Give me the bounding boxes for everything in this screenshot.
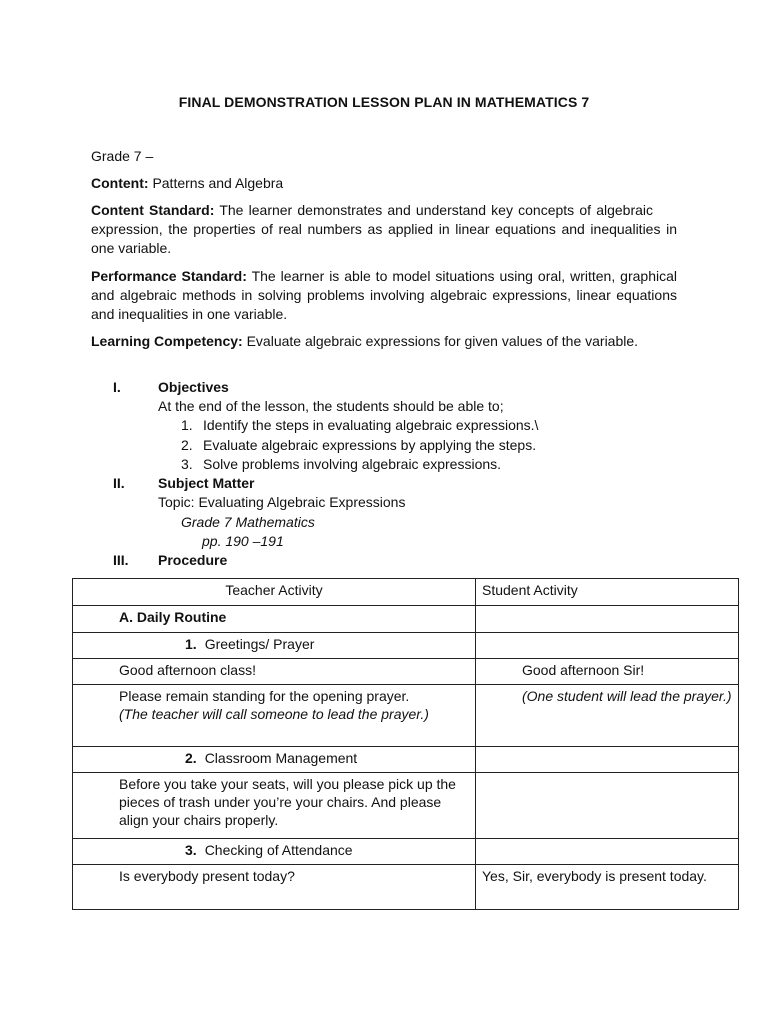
table-row bbox=[73, 747, 739, 773]
objectives-heading: Objectives bbox=[158, 379, 229, 395]
learning-competency-value: Evaluate algebraic expressions for given values of the variable. bbox=[246, 333, 639, 349]
objective-item: Evaluate algebraic expressions by applying the steps. bbox=[203, 437, 537, 453]
objective-item: Identify the steps in evaluating algebraic expressions.\ bbox=[203, 417, 539, 433]
classroom-management-number: 2. bbox=[185, 750, 197, 766]
teacher-activity-header: Teacher Activity bbox=[73, 579, 476, 606]
classroom-management-label: Classroom Management bbox=[204, 750, 358, 766]
attendance-cell bbox=[73, 839, 476, 865]
teacher-greeting: Good afternoon class! bbox=[73, 659, 476, 685]
student-greeting: Good afternoon Sir! bbox=[476, 659, 739, 685]
table-row bbox=[73, 606, 739, 633]
teacher-prayer: Please remain standing for the opening prayer. bbox=[119, 688, 410, 704]
performance-standard bbox=[91, 267, 677, 324]
daily-routine-heading: A. Daily Routine bbox=[73, 606, 476, 633]
table-row bbox=[73, 633, 739, 659]
greetings-cell bbox=[73, 633, 476, 659]
objective-number: 3. bbox=[181, 456, 193, 472]
objective-number: 2. bbox=[181, 437, 193, 453]
learning-competency bbox=[91, 332, 677, 351]
greetings-number: 1. bbox=[185, 636, 197, 652]
procedure-numeral: III. bbox=[113, 552, 129, 568]
teacher-attendance-question: Is everybody present today? bbox=[73, 865, 476, 910]
grade-line: Grade 7 – bbox=[91, 148, 154, 164]
objectives-intro: At the end of the lesson, the students should be able to; bbox=[158, 398, 504, 414]
content-standard-value-2: expression, the properties of real numbers as applied in linear equations and inequalities in one variable. bbox=[91, 221, 677, 256]
content-value: Patterns and Algebra bbox=[152, 175, 284, 191]
procedure-table bbox=[72, 578, 739, 910]
table-row bbox=[73, 839, 739, 865]
objective-item: Solve problems involving algebraic expressions. bbox=[203, 456, 502, 472]
content-standard bbox=[91, 201, 677, 258]
student-prayer: (One student will lead the prayer.) bbox=[476, 685, 739, 747]
content-label: Content: bbox=[91, 175, 149, 191]
table-row bbox=[73, 685, 739, 747]
classroom-management-cell bbox=[73, 747, 476, 773]
teacher-prayer-cell bbox=[73, 685, 476, 747]
performance-standard-label: Performance Standard: bbox=[91, 268, 247, 284]
student-activity-header: Student Activity bbox=[476, 579, 739, 606]
attendance-label: Checking of Attendance bbox=[204, 842, 353, 858]
document-title: FINAL DEMONSTRATION LESSON PLAN IN MATHEMATICS 7 bbox=[178, 94, 590, 110]
objective-number: 1. bbox=[181, 417, 193, 433]
table-row bbox=[73, 865, 739, 910]
content-line bbox=[91, 174, 677, 193]
student-attendance-answer: Yes, Sir, everybody is present today. bbox=[476, 865, 739, 910]
objectives-numeral: I. bbox=[113, 379, 121, 395]
greetings-label: Greetings/ Prayer bbox=[204, 636, 315, 652]
content-standard-value-1: The learner demonstrates and understand key concepts of algebraic bbox=[219, 202, 654, 218]
learning-competency-label: Learning Competency: bbox=[91, 333, 243, 349]
table-row bbox=[73, 659, 739, 685]
content-standard-label: Content Standard: bbox=[91, 202, 215, 218]
table-row bbox=[73, 773, 739, 839]
table-header-row bbox=[73, 579, 739, 606]
subject-topic: Topic: Evaluating Algebraic Expressions bbox=[158, 494, 406, 510]
subject-reference: Grade 7 Mathematics bbox=[181, 514, 315, 530]
performance-standard-value: The learner is able to model situations using oral, written, graphical and algebraic methods in solving problems involving algebraic expressions, linear equations and inequalities in one variable. bbox=[91, 268, 677, 322]
attendance-number: 3. bbox=[185, 842, 197, 858]
subject-matter-heading: Subject Matter bbox=[158, 475, 255, 491]
subject-pages: pp. 190 –191 bbox=[202, 533, 284, 549]
teacher-prayer-note: (The teacher will call someone to lead the prayer.) bbox=[119, 706, 429, 722]
procedure-heading: Procedure bbox=[158, 552, 228, 568]
subject-matter-numeral: II. bbox=[113, 475, 125, 491]
teacher-trash-instruction: Before you take your seats, will you please pick up the pieces of trash under you’re your chairs. And please align your chairs properly. bbox=[73, 773, 476, 839]
